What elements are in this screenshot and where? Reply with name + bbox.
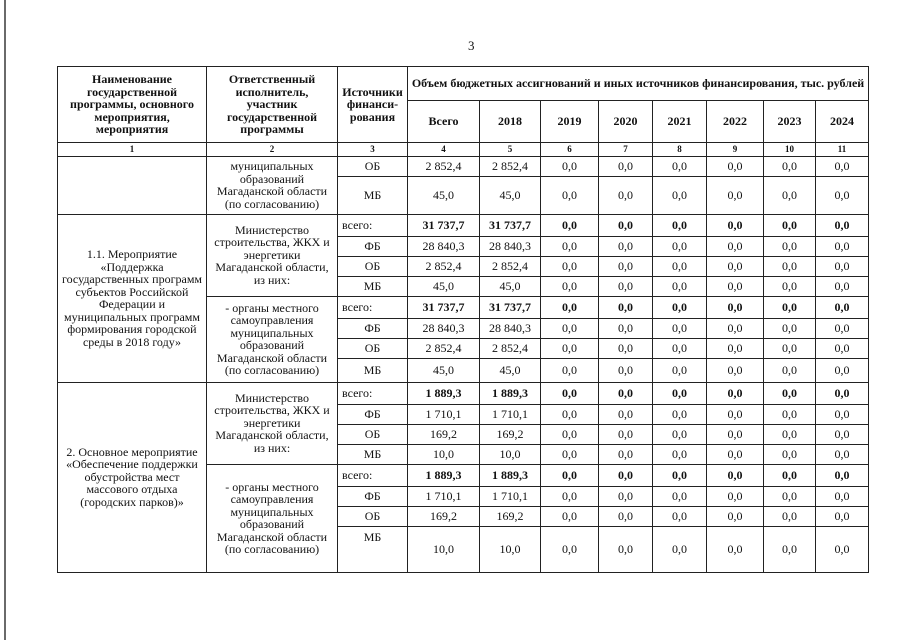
executor-cell: муниципальных образований Магаданской области (по согласованию) [207, 156, 338, 214]
value-cell: 0,0 [599, 486, 653, 506]
value-cell: 0,0 [541, 256, 599, 276]
value-cell: 31 737,7 [408, 296, 480, 318]
header-year: 2020 [599, 101, 653, 143]
value-cell: 0,0 [653, 176, 707, 214]
column-index: 4 [408, 143, 480, 157]
program-cell: 1.1. Мероприятие «Поддержка государственных программ субъектов Российской Федерации и муниципальных программ формирования городской среды в 2018 году» [58, 214, 207, 382]
value-cell: 10,0 [408, 526, 480, 572]
value-cell: 28 840,3 [408, 318, 480, 338]
column-index: 10 [764, 143, 816, 157]
value-cell: 0,0 [764, 486, 816, 506]
header-year: 2024 [816, 101, 869, 143]
value-cell: 0,0 [707, 444, 764, 464]
executor-cell: - органы местного самоуправления муниципальных образований Магаданской области (по согласованию) [207, 464, 338, 572]
value-cell: 0,0 [816, 358, 869, 382]
value-cell: 0,0 [764, 382, 816, 404]
value-cell: 0,0 [764, 464, 816, 486]
table-row [58, 214, 869, 236]
source-cell: всего: [338, 464, 408, 486]
column-index: 6 [541, 143, 599, 157]
value-cell: 1 889,3 [480, 464, 541, 486]
value-cell: 0,0 [541, 404, 599, 424]
header-program: Наименование государственной программы, основного мероприятия, мероприятия [58, 67, 207, 143]
value-cell: 2 852,4 [408, 256, 480, 276]
value-cell: 0,0 [653, 526, 707, 572]
value-cell: 0,0 [764, 358, 816, 382]
source-cell: МБ [338, 526, 408, 572]
value-cell: 0,0 [541, 358, 599, 382]
value-cell: 0,0 [541, 444, 599, 464]
value-cell: 0,0 [764, 526, 816, 572]
value-cell: 0,0 [541, 296, 599, 318]
value-cell: 31 737,7 [408, 214, 480, 236]
source-cell: ФБ [338, 236, 408, 256]
source-cell: ФБ [338, 404, 408, 424]
value-cell: 0,0 [816, 486, 869, 506]
source-cell: всего: [338, 296, 408, 318]
column-index: 5 [480, 143, 541, 157]
value-cell: 2 852,4 [408, 156, 480, 176]
value-cell: 0,0 [707, 296, 764, 318]
executor-cell: Министерство строительства, ЖКХ и энергетики Магаданской области, из них: [207, 214, 338, 296]
value-cell: 1 710,1 [408, 404, 480, 424]
value-cell: 0,0 [653, 382, 707, 404]
header-year: 2019 [541, 101, 599, 143]
value-cell: 0,0 [707, 338, 764, 358]
source-cell: МБ [338, 276, 408, 296]
value-cell: 31 737,7 [480, 296, 541, 318]
value-cell: 45,0 [480, 176, 541, 214]
column-index: 2 [207, 143, 338, 157]
program-cell: 2. Основное мероприятие «Обеспечение поддержки обустройства мест массового отдыха (городских парков)» [58, 382, 207, 572]
value-cell: 0,0 [653, 486, 707, 506]
value-cell: 0,0 [816, 256, 869, 276]
table-row [58, 156, 869, 176]
value-cell: 28 840,3 [480, 236, 541, 256]
value-cell: 0,0 [707, 382, 764, 404]
value-cell: 0,0 [599, 176, 653, 214]
value-cell: 0,0 [764, 318, 816, 338]
value-cell: 0,0 [764, 236, 816, 256]
value-cell: 0,0 [653, 358, 707, 382]
value-cell: 0,0 [707, 526, 764, 572]
value-cell: 0,0 [541, 424, 599, 444]
table-row [58, 382, 869, 404]
value-cell: 1 710,1 [480, 404, 541, 424]
page-left-edge [4, 0, 6, 640]
value-cell: 0,0 [541, 338, 599, 358]
value-cell: 0,0 [599, 276, 653, 296]
value-cell: 1 889,3 [480, 382, 541, 404]
value-cell: 0,0 [541, 236, 599, 256]
executor-cell: - органы местного самоуправления муниципальных образований Магаданской области (по согласованию) [207, 296, 338, 382]
source-cell: ОБ [338, 338, 408, 358]
value-cell: 0,0 [707, 464, 764, 486]
value-cell: 0,0 [599, 382, 653, 404]
value-cell: 0,0 [653, 506, 707, 526]
value-cell: 0,0 [764, 296, 816, 318]
value-cell: 0,0 [764, 156, 816, 176]
value-cell: 0,0 [653, 156, 707, 176]
value-cell: 0,0 [541, 176, 599, 214]
value-cell: 2 852,4 [480, 256, 541, 276]
value-cell: 0,0 [816, 444, 869, 464]
value-cell: 28 840,3 [408, 236, 480, 256]
value-cell: 0,0 [653, 296, 707, 318]
value-cell: 0,0 [599, 256, 653, 276]
value-cell: 0,0 [707, 318, 764, 338]
source-cell: МБ [338, 358, 408, 382]
value-cell: 0,0 [653, 318, 707, 338]
executor-cell: Министерство строительства, ЖКХ и энергетики Магаданской области, из них: [207, 382, 338, 464]
value-cell: 0,0 [541, 506, 599, 526]
value-cell: 0,0 [599, 156, 653, 176]
value-cell: 45,0 [408, 358, 480, 382]
source-cell: МБ [338, 176, 408, 214]
value-cell: 0,0 [541, 156, 599, 176]
header-index-row [58, 143, 869, 157]
value-cell: 2 852,4 [480, 338, 541, 358]
value-cell: 0,0 [599, 296, 653, 318]
value-cell: 0,0 [816, 276, 869, 296]
source-cell: ОБ [338, 506, 408, 526]
source-cell: ФБ [338, 318, 408, 338]
value-cell: 1 889,3 [408, 382, 480, 404]
value-cell: 45,0 [480, 358, 541, 382]
source-cell: всего: [338, 214, 408, 236]
column-index: 3 [338, 143, 408, 157]
source-cell: ОБ [338, 156, 408, 176]
value-cell: 0,0 [764, 404, 816, 424]
column-index: 9 [707, 143, 764, 157]
value-cell: 0,0 [707, 256, 764, 276]
value-cell: 0,0 [816, 296, 869, 318]
page-number: 3 [468, 38, 475, 53]
value-cell: 169,2 [408, 506, 480, 526]
column-index: 1 [58, 143, 207, 157]
value-cell: 0,0 [816, 464, 869, 486]
value-cell: 0,0 [707, 276, 764, 296]
source-cell: ОБ [338, 256, 408, 276]
header-year: 2021 [653, 101, 707, 143]
source-cell: всего: [338, 382, 408, 404]
value-cell: 0,0 [599, 236, 653, 256]
value-cell: 0,0 [816, 318, 869, 338]
value-cell: 0,0 [816, 506, 869, 526]
value-cell: 0,0 [816, 236, 869, 256]
header-year: 2018 [480, 101, 541, 143]
value-cell: 0,0 [816, 382, 869, 404]
value-cell: 2 852,4 [408, 338, 480, 358]
value-cell: 1 710,1 [480, 486, 541, 506]
value-cell: 45,0 [480, 276, 541, 296]
value-cell: 0,0 [653, 424, 707, 444]
value-cell: 0,0 [764, 506, 816, 526]
value-cell: 0,0 [816, 424, 869, 444]
header-year: Всего [408, 101, 480, 143]
value-cell: 0,0 [707, 506, 764, 526]
value-cell: 0,0 [599, 338, 653, 358]
value-cell: 0,0 [764, 256, 816, 276]
value-cell: 0,0 [653, 256, 707, 276]
column-index: 11 [816, 143, 869, 157]
value-cell: 0,0 [541, 382, 599, 404]
value-cell: 0,0 [541, 318, 599, 338]
value-cell: 0,0 [599, 464, 653, 486]
value-cell: 0,0 [707, 156, 764, 176]
value-cell: 0,0 [764, 176, 816, 214]
value-cell: 0,0 [816, 404, 869, 424]
header-budget-group: Объем бюджетных ассигнований и иных источников финансирования, тыс. рублей [408, 67, 869, 101]
value-cell: 28 840,3 [480, 318, 541, 338]
header-year: 2022 [707, 101, 764, 143]
value-cell: 0,0 [599, 404, 653, 424]
value-cell: 0,0 [764, 276, 816, 296]
value-cell: 0,0 [816, 526, 869, 572]
header-sources: Источники финанси-рования [338, 67, 408, 143]
value-cell: 0,0 [816, 214, 869, 236]
value-cell: 0,0 [653, 464, 707, 486]
column-index: 7 [599, 143, 653, 157]
value-cell: 31 737,7 [480, 214, 541, 236]
value-cell: 0,0 [653, 236, 707, 256]
value-cell: 0,0 [816, 338, 869, 358]
source-cell: ОБ [338, 424, 408, 444]
value-cell: 45,0 [408, 276, 480, 296]
value-cell: 45,0 [408, 176, 480, 214]
source-cell: ФБ [338, 486, 408, 506]
column-index: 8 [653, 143, 707, 157]
value-cell: 0,0 [599, 358, 653, 382]
value-cell: 0,0 [541, 526, 599, 572]
value-cell: 169,2 [408, 424, 480, 444]
value-cell: 0,0 [707, 486, 764, 506]
value-cell: 0,0 [599, 214, 653, 236]
value-cell: 10,0 [480, 526, 541, 572]
value-cell: 0,0 [541, 486, 599, 506]
value-cell: 0,0 [707, 236, 764, 256]
value-cell: 1 889,3 [408, 464, 480, 486]
program-cell [58, 156, 207, 214]
value-cell: 0,0 [707, 424, 764, 444]
value-cell: 0,0 [599, 526, 653, 572]
value-cell: 1 710,1 [408, 486, 480, 506]
value-cell: 0,0 [707, 214, 764, 236]
value-cell: 169,2 [480, 506, 541, 526]
value-cell: 10,0 [408, 444, 480, 464]
value-cell: 0,0 [707, 176, 764, 214]
header-row-top [58, 67, 869, 101]
value-cell: 0,0 [764, 214, 816, 236]
value-cell: 2 852,4 [480, 156, 541, 176]
value-cell: 0,0 [764, 444, 816, 464]
value-cell: 0,0 [599, 318, 653, 338]
source-cell: МБ [338, 444, 408, 464]
header-year: 2023 [764, 101, 816, 143]
value-cell: 0,0 [599, 424, 653, 444]
value-cell: 0,0 [816, 176, 869, 214]
value-cell: 0,0 [541, 464, 599, 486]
value-cell: 0,0 [653, 338, 707, 358]
budget-table [57, 66, 869, 573]
value-cell: 0,0 [816, 156, 869, 176]
value-cell: 10,0 [480, 444, 541, 464]
value-cell: 0,0 [653, 214, 707, 236]
value-cell: 0,0 [541, 276, 599, 296]
header-executor: Ответственный исполнитель, участник государственной программы [207, 67, 338, 143]
value-cell: 0,0 [764, 424, 816, 444]
value-cell: 0,0 [599, 444, 653, 464]
value-cell: 0,0 [599, 506, 653, 526]
value-cell: 0,0 [653, 404, 707, 424]
value-cell: 0,0 [764, 338, 816, 358]
value-cell: 0,0 [541, 214, 599, 236]
value-cell: 0,0 [653, 444, 707, 464]
value-cell: 0,0 [707, 358, 764, 382]
value-cell: 0,0 [653, 276, 707, 296]
value-cell: 169,2 [480, 424, 541, 444]
value-cell: 0,0 [707, 404, 764, 424]
